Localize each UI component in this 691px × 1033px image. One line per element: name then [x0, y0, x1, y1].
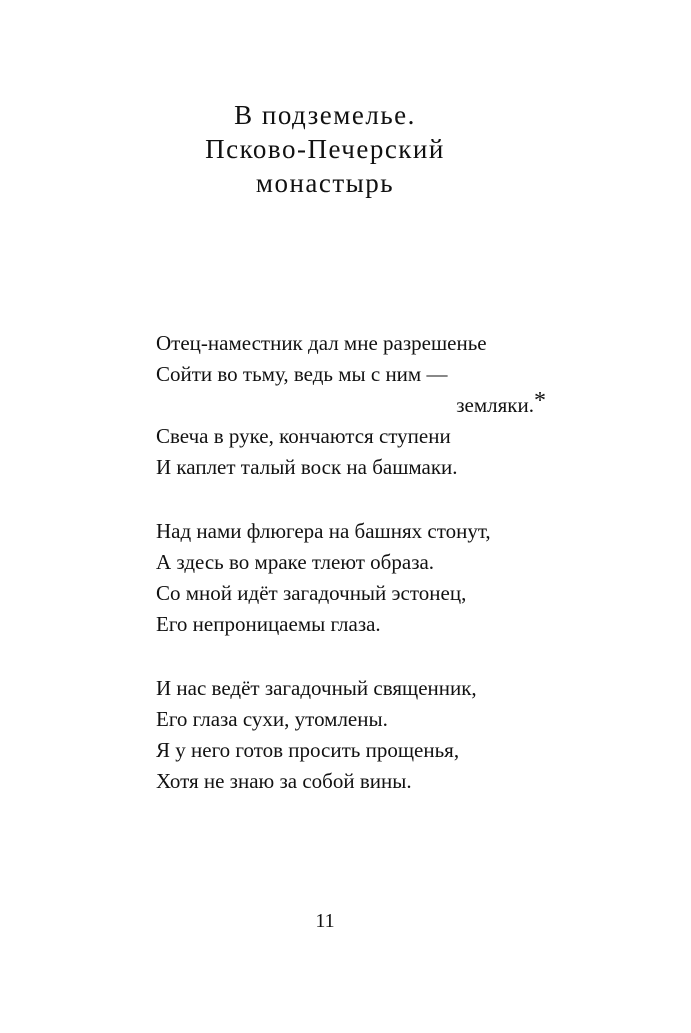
stanza	[156, 328, 576, 483]
title-line: Псково-Печерский	[205, 134, 445, 164]
poem-body	[156, 328, 576, 830]
poem-title	[0, 98, 650, 200]
poem-line: Свеча в руке, кончаются ступени	[156, 424, 451, 448]
poem-line: Над нами флюгера на башнях стонут,	[156, 519, 491, 543]
poem-line: И каплет талый воск на башмаки.	[156, 455, 458, 479]
poem-line: Со мной идёт загадочный эстонец,	[156, 581, 467, 605]
title-line: В подземелье.	[234, 100, 416, 130]
footnote-mark: *	[534, 388, 546, 414]
poem-line-text: земляки.	[456, 393, 534, 417]
page-number: 11	[315, 910, 335, 932]
poem-line: А здесь во мраке тлеют образа.	[156, 550, 435, 574]
poem-line: Я у него готов просить прощенья,	[156, 738, 460, 762]
poem-line: Сойти во тьму, ведь мы с ним —	[156, 362, 448, 386]
poem-line: Его глаза сухи, утомлены.	[156, 707, 388, 731]
poem-line: И нас ведёт загадочный священник,	[156, 676, 477, 700]
stanza	[156, 673, 576, 797]
poem-line: Хотя не знаю за собой вины.	[156, 769, 412, 793]
poem-line-continuation	[156, 390, 576, 421]
stanza	[156, 516, 576, 640]
poem-line: Его непроницаемы глаза.	[156, 612, 381, 636]
poem-line: Отец-наместник дал мне разрешенье	[156, 331, 487, 355]
title-line: монастырь	[255, 168, 395, 198]
